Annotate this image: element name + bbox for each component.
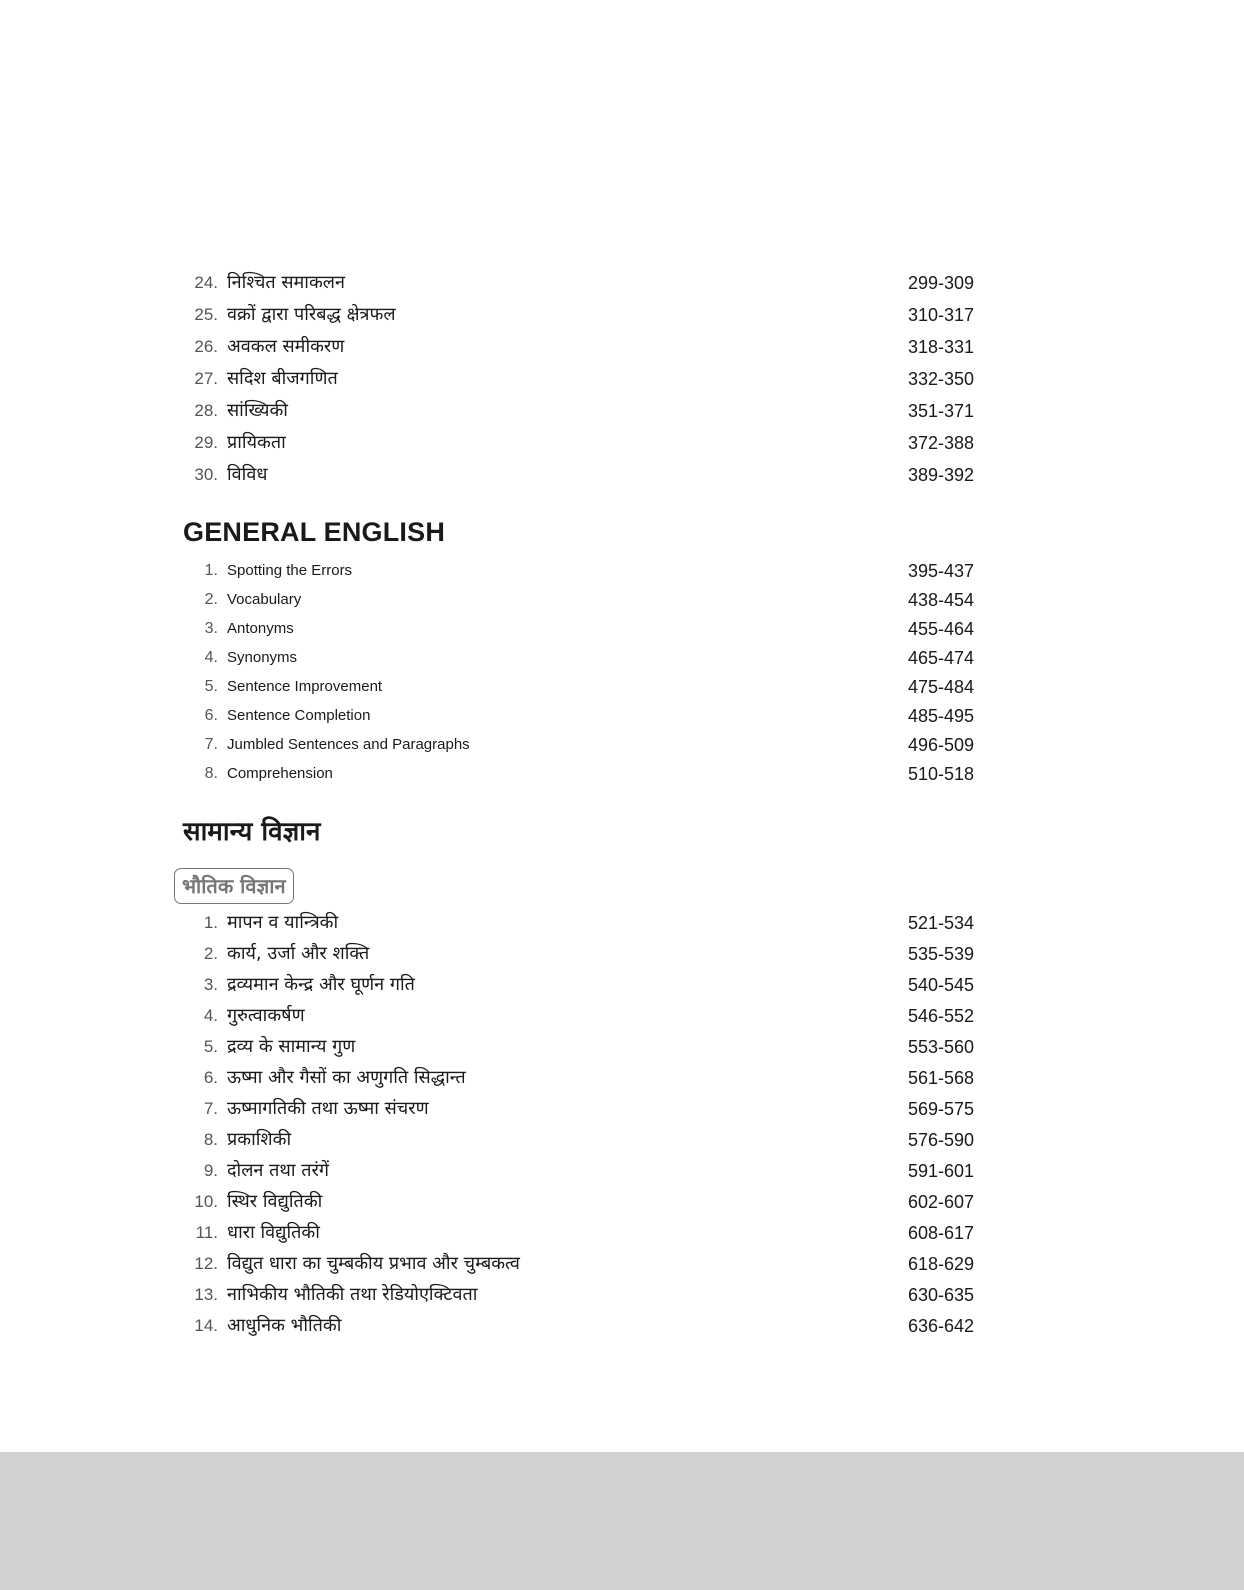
item-title: मापन व यान्त्रिकी <box>227 912 339 933</box>
item-pages: 553-560 <box>908 1037 975 1057</box>
item-pages: 455-464 <box>908 619 975 639</box>
item-title: प्रकाशिकी <box>227 1129 292 1150</box>
toc-row <box>0 585 1244 615</box>
item-pages: 485-495 <box>908 706 975 726</box>
item-number: 12. <box>194 1254 218 1273</box>
item-title: नाभिकीय भौतिकी तथा रेडियोएक्टिवता <box>227 1284 478 1305</box>
toc-row <box>0 396 1244 426</box>
item-pages: 395-437 <box>908 561 975 581</box>
item-title: Spotting the Errors <box>227 562 353 579</box>
item-pages: 618-629 <box>908 1254 975 1274</box>
item-pages: 310-317 <box>908 305 975 325</box>
item-pages: 540-545 <box>908 975 975 995</box>
item-title: सदिश बीजगणित <box>227 368 338 389</box>
item-title: द्रव्य के सामान्य गुण <box>227 1036 356 1057</box>
item-title: विविध <box>227 464 268 485</box>
item-number: 24. <box>194 273 218 292</box>
toc-row <box>0 1280 1244 1310</box>
item-number: 8. <box>204 765 218 782</box>
toc-row <box>0 428 1244 458</box>
toc-row <box>0 268 1244 298</box>
item-number: 4. <box>203 1006 218 1025</box>
toc-row <box>0 300 1244 330</box>
item-pages: 521-534 <box>908 913 975 933</box>
item-pages: 576-590 <box>908 1130 975 1150</box>
item-pages: 569-575 <box>908 1099 975 1119</box>
item-number: 27. <box>194 369 218 388</box>
item-title: सांख्यिकी <box>227 400 288 421</box>
item-pages: 630-635 <box>908 1285 975 1305</box>
item-title: Sentence Improvement <box>227 678 383 695</box>
item-number: 25. <box>194 305 218 324</box>
toc-row <box>0 672 1244 702</box>
item-number: 29. <box>194 433 218 452</box>
item-title: Antonyms <box>227 620 294 637</box>
toc-row <box>0 908 1244 938</box>
toc-row <box>0 643 1244 673</box>
item-pages: 438-454 <box>908 590 975 610</box>
item-title: दोलन तथा तरंगें <box>227 1160 330 1181</box>
item-pages: 535-539 <box>908 944 975 964</box>
item-title: कार्य, उर्जा और शक्ति <box>227 943 370 964</box>
item-pages: 636-642 <box>908 1316 975 1336</box>
toc-row <box>0 701 1244 731</box>
item-pages: 389-392 <box>908 465 975 485</box>
item-number: 13. <box>194 1285 218 1304</box>
item-title: ऊष्मागतिकी तथा ऊष्मा संचरण <box>227 1098 429 1119</box>
section-heading-english: GENERAL ENGLISH <box>183 517 446 547</box>
item-pages: 608-617 <box>908 1223 975 1243</box>
item-number: 9. <box>203 1161 218 1180</box>
item-pages: 561-568 <box>908 1068 975 1088</box>
toc-row <box>0 1001 1244 1031</box>
item-title: Sentence Completion <box>227 707 371 724</box>
item-pages: 318-331 <box>908 337 975 357</box>
toc-row <box>0 1094 1244 1124</box>
toc-row <box>0 1156 1244 1186</box>
item-number: 10. <box>194 1192 218 1211</box>
toc-row <box>0 364 1244 394</box>
item-number: 14. <box>194 1316 218 1335</box>
toc-row <box>0 556 1244 586</box>
item-number: 7. <box>203 1099 218 1118</box>
toc-row <box>0 1218 1244 1248</box>
toc-row <box>0 1032 1244 1062</box>
item-pages: 465-474 <box>908 648 975 668</box>
toc-row <box>0 1249 1244 1279</box>
item-pages: 591-601 <box>908 1161 975 1181</box>
item-number: 5. <box>203 1037 218 1056</box>
toc-row <box>0 332 1244 362</box>
item-number: 3. <box>203 975 218 994</box>
item-title: विद्युत धारा का चुम्बकीय प्रभाव और चुम्बकत्व <box>227 1253 520 1274</box>
item-number: 7. <box>204 736 218 753</box>
item-pages: 372-388 <box>908 433 975 453</box>
item-title: धारा विद्युतिकी <box>227 1222 320 1243</box>
toc-row <box>0 460 1244 490</box>
item-number: 3. <box>204 620 218 637</box>
item-pages: 332-350 <box>908 369 975 389</box>
item-number: 28. <box>194 401 218 420</box>
toc-row <box>0 1125 1244 1155</box>
item-title: प्रायिकता <box>227 432 286 453</box>
item-number: 2. <box>203 944 218 963</box>
item-title: Comprehension <box>227 765 333 782</box>
item-number: 5. <box>204 678 218 695</box>
toc-row <box>0 1187 1244 1217</box>
item-title: अवकल समीकरण <box>227 336 345 357</box>
item-number: 8. <box>203 1130 218 1149</box>
item-pages: 602-607 <box>908 1192 975 1212</box>
toc-row <box>0 759 1244 789</box>
toc-row <box>0 614 1244 644</box>
item-title: गुरुत्वाकर्षण <box>227 1005 305 1026</box>
item-number: 1. <box>204 562 218 579</box>
item-number: 26. <box>194 337 218 356</box>
item-title: निश्चित समाकलन <box>227 272 345 293</box>
section-heading-science: सामान्य विज्ञान <box>183 817 321 847</box>
item-title: Jumbled Sentences and Paragraphs <box>227 736 470 753</box>
item-pages: 299-309 <box>908 273 975 293</box>
subsection-box-physics: भौतिक विज्ञान <box>174 868 294 904</box>
item-number: 4. <box>204 649 218 666</box>
item-title: Vocabulary <box>227 591 302 608</box>
item-number: 1. <box>203 913 218 932</box>
item-pages: 475-484 <box>908 677 975 697</box>
item-pages: 546-552 <box>908 1006 975 1026</box>
item-title: वक्रों द्वारा परिबद्ध क्षेत्रफल <box>227 304 396 325</box>
item-number: 30. <box>194 465 218 484</box>
item-title: स्थिर विद्युतिकी <box>227 1191 323 1212</box>
toc-row <box>0 939 1244 969</box>
item-title: Synonyms <box>227 649 298 666</box>
item-number: 6. <box>204 707 218 724</box>
item-pages: 351-371 <box>908 401 975 421</box>
item-number: 2. <box>204 591 218 608</box>
item-title: आधुनिक भौतिकी <box>227 1315 342 1336</box>
item-title: द्रव्यमान केन्द्र और घूर्णन गति <box>227 974 415 995</box>
toc-row <box>0 1311 1244 1341</box>
item-title: ऊष्मा और गैसों का अणुगति सिद्धान्त <box>227 1067 466 1088</box>
item-number: 11. <box>195 1223 218 1242</box>
toc-row <box>0 970 1244 1000</box>
item-pages: 496-509 <box>908 735 975 755</box>
item-number: 6. <box>203 1068 218 1087</box>
toc-row <box>0 1063 1244 1093</box>
footer-band <box>0 1452 1244 1590</box>
item-pages: 510-518 <box>908 764 975 784</box>
toc-row <box>0 730 1244 760</box>
